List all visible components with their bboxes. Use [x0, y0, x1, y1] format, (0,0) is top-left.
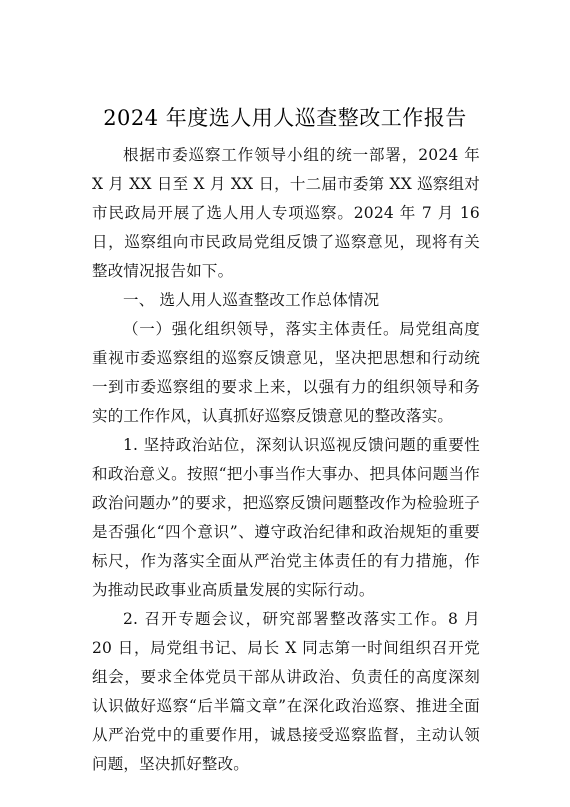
intro-paragraph: 根据市委巡察工作领导小组的统一部署，2024 年 X 月 XX 日至 X 月 XX 日，十二届市委第 XX 巡察组对市民政局开展了选人用人专项巡察。2024 年 7 月 16 日，巡察组向市民政局党组反馈了巡察意见，现将有关整改情况报告如下。: [92, 146, 480, 280]
document-body: [92, 141, 480, 779]
item-1-paragraph: 1. 坚持政治站位，深刻认识巡视反馈问题的重要性和政治意义。按照“把小事当作大事办、把具体问题当作政治问题办”的要求，把巡察反馈问题整改作为检验班子是否强化“四个意识”、遵守政治纪律和政治规矩的重要标尺，作为落实全面从严治党主体责任的有力措施，作为推动民政事业高质量发展的实际行动。: [92, 436, 480, 599]
item-2-paragraph: 2. 召开专题会议，研究部署整改落实工作。8 月 20 日，局党组书记、局长 X 同志第一时间组织召开党组会，要求全体党员干部从讲政治、负责任的高度深刻认识做好巡察“后半篇文章”在深化政治巡察、推进全面从严治党中的重要作用，诚恳接受巡察监督，主动认领问题，坚决抓好整改。: [92, 610, 480, 773]
subsection-paragraph: （一）强化组织领导，落实主体责任。局党组高度重视市委巡察组的巡察反馈意见，坚决把思想和行动统一到市委巡察组的要求上来，以强有力的组织领导和务实的工作作风，认真抓好巡察反馈意见的整改落实。: [92, 320, 480, 425]
document-title: 2024 年度选人用人巡查整改工作报告: [103, 106, 467, 130]
section-heading: 一、 选人用人巡查整改工作总体情况: [123, 291, 380, 309]
